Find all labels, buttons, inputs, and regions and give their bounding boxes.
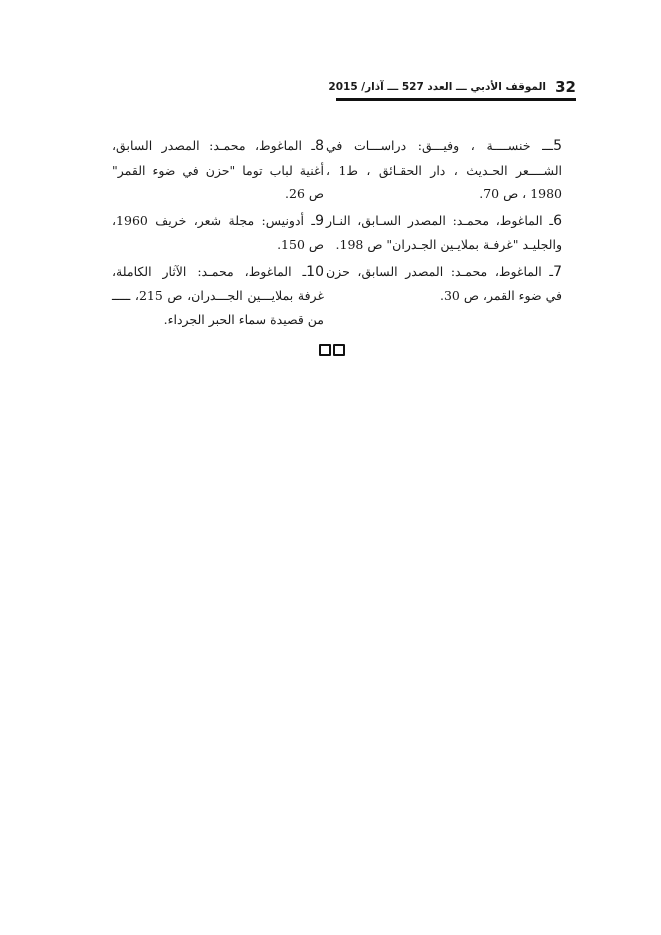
square-icon xyxy=(319,344,331,356)
header-rule xyxy=(336,98,576,101)
notes-column-left xyxy=(112,134,324,334)
footnote-text: ـ أدونيس: مجلة شعر، خريف 1960، ص 150. xyxy=(112,212,324,252)
footnote-9 xyxy=(112,209,324,257)
page-header xyxy=(328,76,576,100)
footnote-number: 8 xyxy=(315,138,324,154)
footnote-text: ـــ خنســــة ، وفيـــق: دراســـات في الشــــعر الحـديث ، دار الحقـائق ، ط1 ، 1980 ، ص 70. xyxy=(326,138,562,201)
footnote-number: 7 xyxy=(553,263,562,280)
footnote-text: ـ الماغوط، محمـد: المصدر السابق، أغنية لباب توما "حزن في ضوء القمر" ص 26. xyxy=(112,138,324,201)
journal-info: الموقف الأدبي ـــ العدد 527 ـــ آذار/ 2015 xyxy=(328,81,546,93)
page-number: 32 xyxy=(555,78,576,96)
footnote-number: 10 xyxy=(306,263,324,280)
end-of-article-icon xyxy=(319,344,345,356)
footnote-10 xyxy=(112,260,324,332)
notes-column-right xyxy=(326,134,562,311)
footnote-text: ـ الماغوط، محمـد: الآثار الكاملة، غرفة بملايـــين الجـــدران، ص 215، ـــــ من قصيدة سماء الحبر الجرداء. xyxy=(112,263,324,327)
footnote-8 xyxy=(112,134,324,206)
footnote-text: ـ الماغوط، محمـد: المصدر السـابق، النـار والجليـد "غرفـة بملايـين الجـدران" ص 198. xyxy=(326,212,562,252)
footnote-5 xyxy=(326,134,562,206)
footnote-number: 9 xyxy=(315,212,324,229)
footnote-number: 5 xyxy=(553,138,562,154)
square-icon xyxy=(333,344,345,356)
footnote-7 xyxy=(326,260,562,308)
footnote-number: 6 xyxy=(553,212,562,229)
footnote-text: ـ الماغوط، محمـد: المصدر السابق، حزن في ضوء القمر، ص 30. xyxy=(326,263,562,303)
footnote-6 xyxy=(326,209,562,257)
